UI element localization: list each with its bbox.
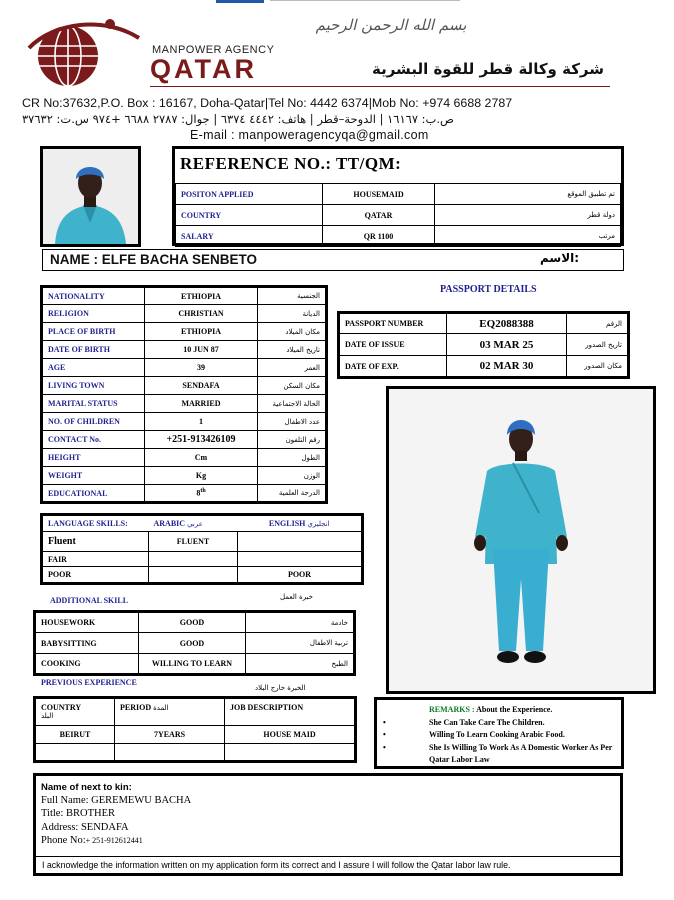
experience-period: 7YEARS <box>115 726 225 744</box>
table-row <box>42 485 327 503</box>
table-row <box>42 323 327 341</box>
ordinal-suffix: th <box>200 488 206 495</box>
english-fluent-value <box>238 532 363 552</box>
additional-skill-arabic: خبرة العمل <box>280 593 313 601</box>
candidate-portrait-photo <box>40 146 141 247</box>
country-label-arabic: دولة قطر <box>435 205 621 226</box>
personal-field-label-arabic: الديانة <box>258 305 327 323</box>
table-row <box>339 313 629 334</box>
personal-field-label-arabic: العمر <box>258 359 327 377</box>
table-row <box>176 226 621 247</box>
kin-full-name: Full Name: GEREMEWU BACHA <box>41 795 192 807</box>
country-value: QATAR <box>323 205 435 226</box>
personal-field-value-text: SENDAFA <box>182 381 220 390</box>
expiry-date-label-arabic: مكان الصدور <box>567 356 629 378</box>
bullet-icon: • <box>383 717 386 727</box>
english-fair-value <box>238 552 363 567</box>
position-label: POSITON APPLIED <box>176 184 323 205</box>
personal-field-value <box>145 413 258 431</box>
cooking-label-arabic: الطبخ <box>246 654 355 675</box>
level-poor: POOR <box>42 567 149 584</box>
top-rule <box>270 0 460 1</box>
personal-field-value-text: +251-913426109 <box>166 434 236 445</box>
table-row <box>35 633 355 654</box>
cooking-value: WILLING TO LEARN <box>139 654 246 675</box>
personal-field-label: EDUCATIONAL <box>42 485 145 503</box>
bullet-icon: • <box>383 742 386 752</box>
kin-address: Address: SENDAFA <box>41 821 129 833</box>
top-accent-bar <box>216 0 264 3</box>
table-row <box>35 744 356 762</box>
remarks-header <box>383 704 615 717</box>
arabic-header <box>149 515 238 532</box>
personal-field-label-arabic: مكان السكن <box>258 377 327 395</box>
personal-field-label: CONTACT No. <box>42 431 145 449</box>
salary-value: QR 1100 <box>323 226 435 247</box>
email-line: E-mail : manpoweragencyqa@gmail.com <box>190 128 429 142</box>
babysitting-label: BABYSITTING <box>35 633 139 654</box>
empty-cell <box>225 744 356 762</box>
table-row <box>42 359 327 377</box>
english-header <box>238 515 363 532</box>
header-underline <box>150 86 610 87</box>
personal-field-label-arabic: تاريخ الميلاد <box>258 341 327 359</box>
personal-field-value <box>145 341 258 359</box>
arabic-fluent-value: FLUENT <box>149 532 238 552</box>
housework-value: GOOD <box>139 612 246 633</box>
next-of-kin-box <box>33 773 623 876</box>
kin-relation: Title: BROTHER <box>41 808 116 820</box>
table-row <box>42 341 327 359</box>
previous-experience-arabic: الخبرة خارج البلاد <box>255 684 306 692</box>
personal-field-value-text: 39 <box>197 363 205 372</box>
issue-date-value: 03 MAR 25 <box>447 334 567 356</box>
personal-field-value <box>145 287 258 305</box>
position-table <box>175 183 621 247</box>
babysitting-label-arabic: تربية الاطفال <box>246 633 355 654</box>
country-header <box>35 698 115 726</box>
personal-field-label: DATE OF BIRTH <box>42 341 145 359</box>
personal-field-value-text: Cm <box>194 453 208 462</box>
personal-field-value <box>145 305 258 323</box>
table-row <box>42 552 363 567</box>
english-header-label: ENGLISH <box>268 519 306 528</box>
table-row <box>42 431 327 449</box>
passport-table <box>337 311 630 379</box>
experience-job: HOUSE MAID <box>225 726 356 744</box>
table-row <box>35 654 355 675</box>
remarks-item-text: Willing To Learn Cooking Arabic Food. <box>429 730 565 739</box>
personal-field-value <box>145 395 258 413</box>
expiry-date-value: 02 MAR 30 <box>447 356 567 378</box>
remarks-label: REMARKS : <box>429 705 475 714</box>
acknowledgement: I acknowledge the information written on my application form its correct and I assure I will follow the Qatar labor law rule. <box>36 856 620 873</box>
table-row <box>42 515 363 532</box>
personal-field-value-text: CHRISTIAN <box>178 309 224 318</box>
experience-country: BEIRUT <box>35 726 115 744</box>
personal-field-value-text: ETHIOPIA <box>180 327 221 336</box>
remarks-intro: About the Experience. <box>476 705 553 714</box>
remarks-item <box>383 742 615 767</box>
personal-field-label-arabic: الدرجة العلمية <box>258 485 327 503</box>
passport-title: PASSPORT DETAILS <box>440 284 537 295</box>
personal-field-label-arabic: الجنسية <box>258 287 327 305</box>
language-skills-label: LANGUAGE SKILLS: <box>48 519 128 528</box>
table-row <box>42 532 363 552</box>
personal-field-value <box>145 359 258 377</box>
personal-field-value-text: 8 <box>196 488 201 498</box>
job-header: JOB DESCRIPTION <box>225 698 356 726</box>
personal-field-value-text: Kg <box>195 471 207 480</box>
agency-name-big: QATAR <box>150 54 257 84</box>
bullet-icon: • <box>383 730 386 739</box>
table-row <box>35 698 356 726</box>
position-label-arabic: تم تطبيق الموقع <box>435 184 621 205</box>
personal-field-label: WEIGHT <box>42 467 145 485</box>
additional-skills-table <box>33 610 356 676</box>
remarks-list <box>383 717 615 767</box>
personal-field-value-text: ETHIOPIA <box>180 291 221 301</box>
table-row <box>339 356 629 378</box>
personal-field-label: AGE <box>42 359 145 377</box>
personal-field-value <box>145 431 258 449</box>
arabic-header-label: ARABIC <box>153 519 186 528</box>
kin-phone-value: + 251-912612441 <box>85 835 143 845</box>
level-fair: FAIR <box>42 552 149 567</box>
personal-field-value <box>145 449 258 467</box>
personal-field-value <box>145 467 258 485</box>
cooking-label: COOKING <box>35 654 139 675</box>
personal-details-table <box>40 285 328 504</box>
english-header-arabic: انجليزي <box>307 520 330 528</box>
table-row <box>35 726 356 744</box>
personal-field-label: LIVING TOWN <box>42 377 145 395</box>
candidate-name: NAME : ELFE BACHA SENBETO <box>50 252 258 267</box>
contact-line-arabic: ص.ب: ١٦١٦٧ | الدوحة–قطر | هاتف: ٤٤٤٢ ٦٣٧٤ | جوال: ٢٧٨٧ ٦٦٨٨ +٩٧٤ س.ت: ٣٧٦٣٢ <box>22 112 454 126</box>
personal-field-value <box>145 485 258 503</box>
housework-label-arabic: خادمة <box>246 612 355 633</box>
agency-logo <box>24 12 144 92</box>
remarks-item <box>383 717 615 730</box>
previous-experience-label: PREVIOUS EXPERIENCE <box>41 678 137 687</box>
arabic-header-arabic: عربي <box>187 520 203 528</box>
table-row <box>176 184 621 205</box>
period-header-label: PERIOD <box>120 703 152 712</box>
table-row <box>35 612 355 633</box>
kin-title: Name of next to kin: <box>41 782 132 793</box>
issue-date-label: DATE OF ISSUE <box>339 334 447 356</box>
bismillah-calligraphy: بسم الله الرحمن الرحيم <box>315 16 467 34</box>
table-row <box>176 205 621 226</box>
housework-label: HOUSEWORK <box>35 612 139 633</box>
country-label: COUNTRY <box>176 205 323 226</box>
remarks-box <box>374 697 624 769</box>
country-header-label: COUNTRY <box>41 703 82 712</box>
remarks-item-text: She Can Take Care The Children. <box>429 717 545 727</box>
country-header-arabic: البلد <box>41 712 54 720</box>
table-row <box>42 305 327 323</box>
personal-field-label-arabic: عدد الاطفال <box>258 413 327 431</box>
contact-line-english: CR No:37632,P.O. Box : 16167, Doha-Qatar|Tel No: 4442 6374|Mob No: +974 6688 2787 <box>22 96 513 110</box>
arabic-poor-value <box>149 567 238 584</box>
kin-phone-label: Phone No: <box>41 834 86 846</box>
table-row <box>42 287 327 305</box>
personal-field-value-text: MARRIED <box>181 399 221 408</box>
salary-label: SALARY <box>176 226 323 247</box>
passport-number-value: EQ2088388 <box>447 313 567 334</box>
table-row <box>42 467 327 485</box>
personal-field-value <box>145 323 258 341</box>
remarks-item <box>383 729 615 742</box>
table-row <box>42 377 327 395</box>
agency-name-small: MANPOWER AGENCY <box>152 44 275 56</box>
babysitting-value: GOOD <box>139 633 246 654</box>
table-row <box>42 449 327 467</box>
personal-field-label: RELIGION <box>42 305 145 323</box>
position-value: HOUSEMAID <box>323 184 435 205</box>
additional-skill-label: ADDITIONAL SKILL <box>50 596 129 605</box>
personal-field-label: NATIONALITY <box>42 287 145 305</box>
personal-field-label-arabic: الوزن <box>258 467 327 485</box>
issue-date-label-arabic: تاريخ الصدور <box>567 334 629 356</box>
period-header-arabic: المدة <box>153 704 169 712</box>
personal-field-label: NO. OF CHILDREN <box>42 413 145 431</box>
name-label-arabic: الاسم: <box>540 251 580 265</box>
personal-field-label: HEIGHT <box>42 449 145 467</box>
personal-field-value-text: 10 JUN 87 <box>183 345 219 354</box>
personal-field-label-arabic: مكان الميلاد <box>258 323 327 341</box>
empty-cell <box>115 744 225 762</box>
kin-phone-line <box>41 834 614 847</box>
level-fluent: Fluent <box>42 532 149 552</box>
personal-field-value <box>145 377 258 395</box>
table-row <box>42 395 327 413</box>
language-skills-table <box>40 513 364 585</box>
personal-field-label-arabic: رقم التلفون <box>258 431 327 449</box>
passport-number-label: PASSPORT NUMBER <box>339 313 447 334</box>
personal-field-label-arabic: الطول <box>258 449 327 467</box>
agency-name-arabic: شركة وكالة قطر للقوة البشرية <box>372 60 604 78</box>
table-row <box>42 567 363 584</box>
experience-table <box>33 696 357 763</box>
personal-field-label-arabic: الحالة الاجتماعية <box>258 395 327 413</box>
personal-field-label: PLACE OF BIRTH <box>42 323 145 341</box>
arabic-fair-value <box>149 552 238 567</box>
personal-field-value-text: 1 <box>199 417 203 426</box>
passport-number-label-arabic: الرقم <box>567 313 629 334</box>
salary-label-arabic: مرتب <box>435 226 621 247</box>
english-poor-value: POOR <box>238 567 363 584</box>
remarks-item-text: She Is Willing To Work As A Domestic Worker As Per Qatar Labor Law <box>429 742 613 764</box>
table-row <box>339 334 629 356</box>
table-row <box>42 413 327 431</box>
period-header <box>115 698 225 726</box>
candidate-full-body-photo <box>386 386 656 694</box>
personal-field-label: MARITAL STATUS <box>42 395 145 413</box>
expiry-date-label: DATE OF EXP. <box>339 356 447 378</box>
empty-cell <box>35 744 115 762</box>
reference-number: REFERENCE NO.: TT/QM: <box>180 154 402 173</box>
